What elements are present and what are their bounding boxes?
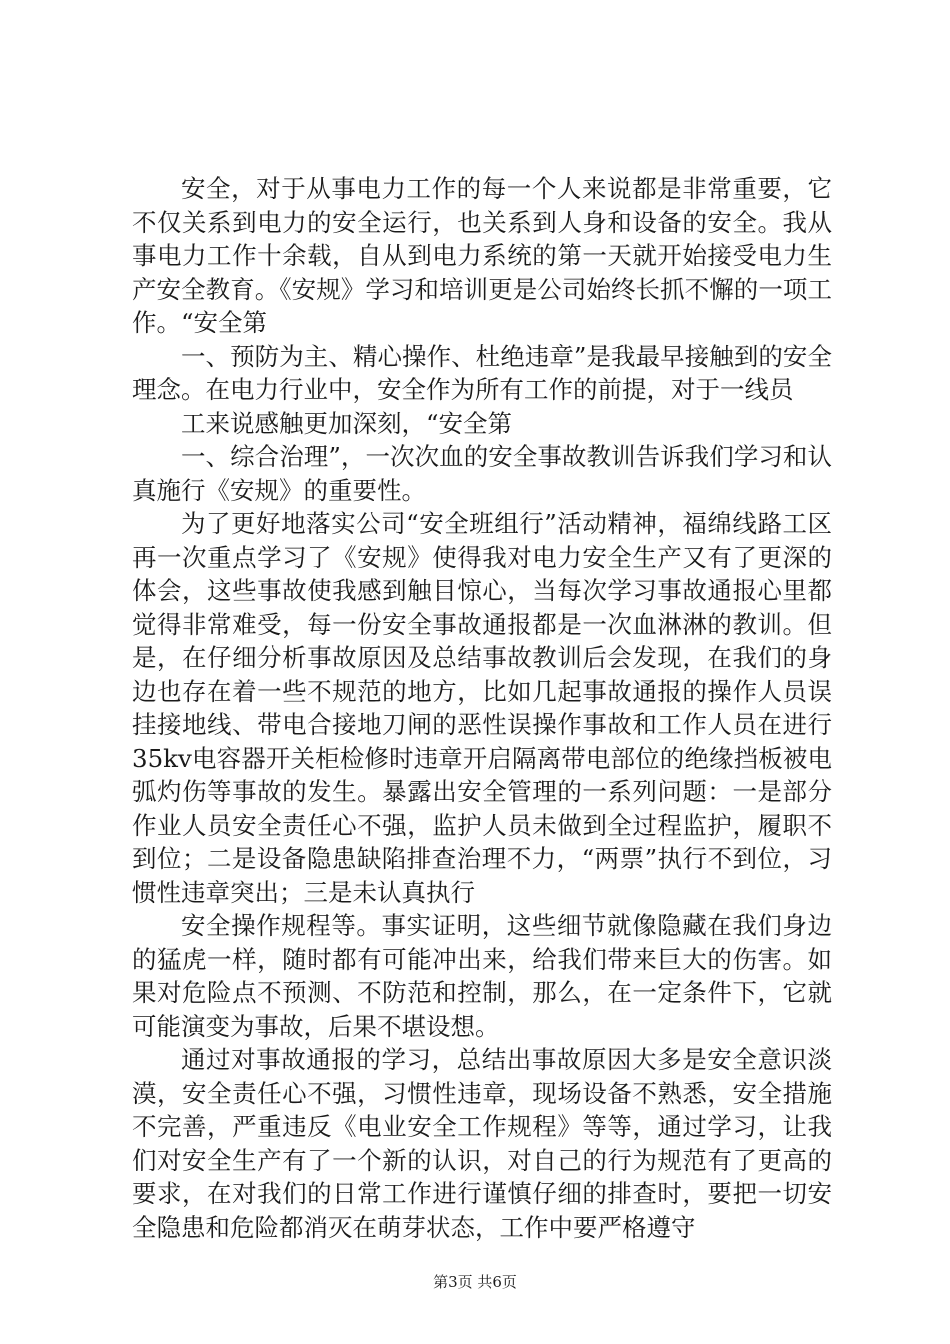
- paragraph: 安全操作规程等。事实证明，这些细节就像隐藏在我们身边的猛虎一样，随时都有可能冲出来，给我们带来巨大的伤害。如果对危险点不预测、不防范和控制，那么，在一定条件下，它就可能演变为事故，后果不堪设想。: [132, 911, 832, 1041]
- paragraph: 工来说感触更加深刻，“安全第: [181, 408, 513, 438]
- paragraph: 为了更好地落实公司“安全班组行”活动精神，福绵线路工区再一次重点学习了《安规》使得我对电力安全生产又有了更深的体会，这些事故使我感到触目惊心，当每次学习事故通报心里都觉得非常难受，每一份安全事故通报都是一次血淋淋的教训。但是，在仔细分析事故原因及总结事故教训后会发现，在我们的身边也存在着一些不规范的地方，比如几起事故通报的操作人员误挂接地线、带电合接地刀闸的恶性误操作事故和工作人员在进行35kv电容器开关柜检修时违章开启隔离带电部位的绝缘挡板被电弧灼伤等事故的发生。暴露出安全管理的一系列问题：一是部分作业人员安全责任心不强，监护人员未做到全过程监护，履职不到位；二是设备隐患缺陷排查治理不力，“两票”执行不到位，习惯性违章突出；三是未认真执行: [132, 509, 832, 907]
- paragraph: 一、综合治理”，一次次血的安全事故教训告诉我们学习和认真施行《安规》的重要性。: [132, 442, 832, 505]
- document-body: [132, 172, 832, 1244]
- paragraph: 一、预防为主、精心操作、杜绝违章”是我最早接触到的安全理念。在电力行业中，安全作为所有工作的前提，对于一线员: [132, 341, 832, 404]
- page-number-footer: 第3页 共6页: [433, 1273, 517, 1291]
- paragraph: 通过对事故通报的学习，总结出事故原因大多是安全意识淡漠，安全责任心不强，习惯性违章，现场设备不熟悉，安全措施不完善，严重违反《电业安全工作规程》等等，通过学习，让我们对安全生产有了一个新的认识，对自己的行为规范有了更高的要求，在对我们的日常工作进行谨慎仔细的排查时，要把一切安全隐患和危险都消灭在萌芽状态，工作中要严格遵守: [132, 1045, 832, 1242]
- paragraph: 安全，对于从事电力工作的每一个人来说都是非常重要，它不仅关系到电力的安全运行，也关系到人身和设备的安全。我从事电力工作十余载，自从到电力系统的第一天就开始接受电力生产安全教育。《安规》学习和培训更是公司始终长抓不懈的一项工作。“安全第: [132, 174, 832, 337]
